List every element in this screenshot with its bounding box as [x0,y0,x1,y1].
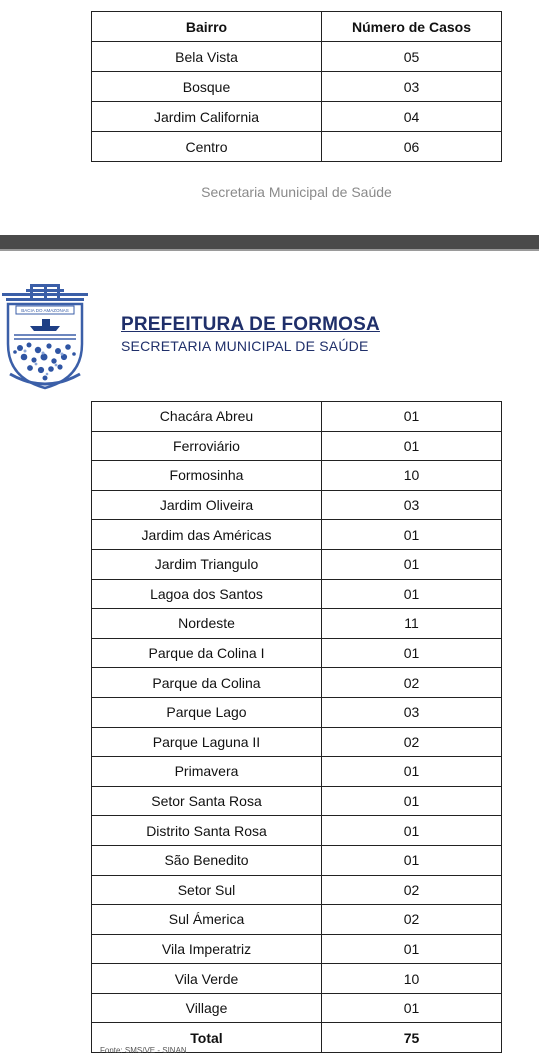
table-row [92,609,502,639]
neighborhood-cell: Village [92,993,322,1023]
table-row [92,757,502,787]
table-row [92,520,502,550]
table-row [92,845,502,875]
cases-cell: 01 [322,786,502,816]
cases-cell: 10 [322,461,502,491]
cases-cell: 01 [322,993,502,1023]
table-row [92,549,502,579]
table-row [92,42,502,72]
table-row [92,402,502,432]
neighborhood-cell: Parque Laguna II [92,727,322,757]
cases-cell: 01 [322,845,502,875]
neighborhood-cell: Distrito Santa Rosa [92,816,322,846]
svg-text:BACIA DO AMAZONAS: BACIA DO AMAZONAS [21,308,69,313]
table-row [92,905,502,935]
source-note: Secretaria Municipal de Saúde [201,184,392,200]
neighborhood-cell: Chacára Abreu [92,402,322,432]
table-row [92,727,502,757]
table-row [92,72,502,102]
table-row [92,934,502,964]
page-divider [0,235,539,249]
table-row [92,993,502,1023]
cases-cell: 02 [322,875,502,905]
neighborhood-cell: Nordeste [92,609,322,639]
cases-cell: 01 [322,579,502,609]
table-row [92,132,502,162]
cases-cell: 03 [322,490,502,520]
cases-cell: 11 [322,609,502,639]
neighborhood-cell: Bosque [92,72,322,102]
cases-cell: 02 [322,905,502,935]
neighborhood-cell: Primavera [92,757,322,787]
cases-cell: 01 [322,934,502,964]
neighborhood-cell: Jardim Triangulo [92,549,322,579]
neighborhood-cell: Bela Vista [92,42,322,72]
neighborhood-cell: Vila Imperatriz [92,934,322,964]
neighborhood-cell: Formosinha [92,461,322,491]
table-row [92,638,502,668]
header-bairro: Bairro [92,12,322,42]
neighborhood-cell: Setor Santa Rosa [92,786,322,816]
cases-cell: 10 [322,964,502,994]
cases-cell: 01 [322,402,502,432]
page-divider-shadow [0,249,539,251]
page-subtitle: SECRETARIA MUNICIPAL DE SAÚDE [121,338,369,354]
cases-cell: 02 [322,668,502,698]
cases-by-neighborhood-table [91,401,502,1053]
table-header-row [92,12,502,42]
cases-cell: 01 [322,816,502,846]
cases-cell: 01 [322,431,502,461]
table-row [92,816,502,846]
neighborhood-cell: Jardim California [92,102,322,132]
municipal-crest-icon [0,282,90,390]
table-row [92,102,502,132]
neighborhood-cell: Jardim das Américas [92,520,322,550]
table-row [92,668,502,698]
cases-cell: 02 [322,727,502,757]
header-numero-de-casos: Número de Casos [322,12,502,42]
bottom-source-note: Fonte: SMS/VE - SINAN [100,1046,187,1055]
neighborhood-cell: Setor Sul [92,875,322,905]
table-row [92,579,502,609]
neighborhood-cell: Vila Verde [92,964,322,994]
neighborhood-cell: Ferroviário [92,431,322,461]
neighborhood-cell: Parque da Colina I [92,638,322,668]
cases-cell: 01 [322,638,502,668]
neighborhood-cell: Jardim Oliveira [92,490,322,520]
neighborhood-cell: Centro [92,132,322,162]
neighborhood-cell: São Benedito [92,845,322,875]
total-label: Total [92,1023,322,1053]
table-row [92,697,502,727]
page-title: PREFEITURA DE FORMOSA [121,314,380,335]
table-row [92,461,502,491]
cases-by-neighborhood-table-top [91,11,502,162]
cases-cell: 05 [322,42,502,72]
table-row [92,964,502,994]
table-row [92,875,502,905]
total-value: 75 [322,1023,502,1053]
cases-cell: 04 [322,102,502,132]
cases-cell: 01 [322,520,502,550]
cases-cell: 03 [322,697,502,727]
neighborhood-cell: Lagoa dos Santos [92,579,322,609]
neighborhood-cell: Parque da Colina [92,668,322,698]
table-row [92,490,502,520]
neighborhood-cell: Sul Ámerica [92,905,322,935]
cases-cell: 01 [322,549,502,579]
cases-cell: 01 [322,757,502,787]
table-row [92,786,502,816]
neighborhood-cell: Parque Lago [92,697,322,727]
table-row [92,431,502,461]
cases-cell: 06 [322,132,502,162]
cases-cell: 03 [322,72,502,102]
